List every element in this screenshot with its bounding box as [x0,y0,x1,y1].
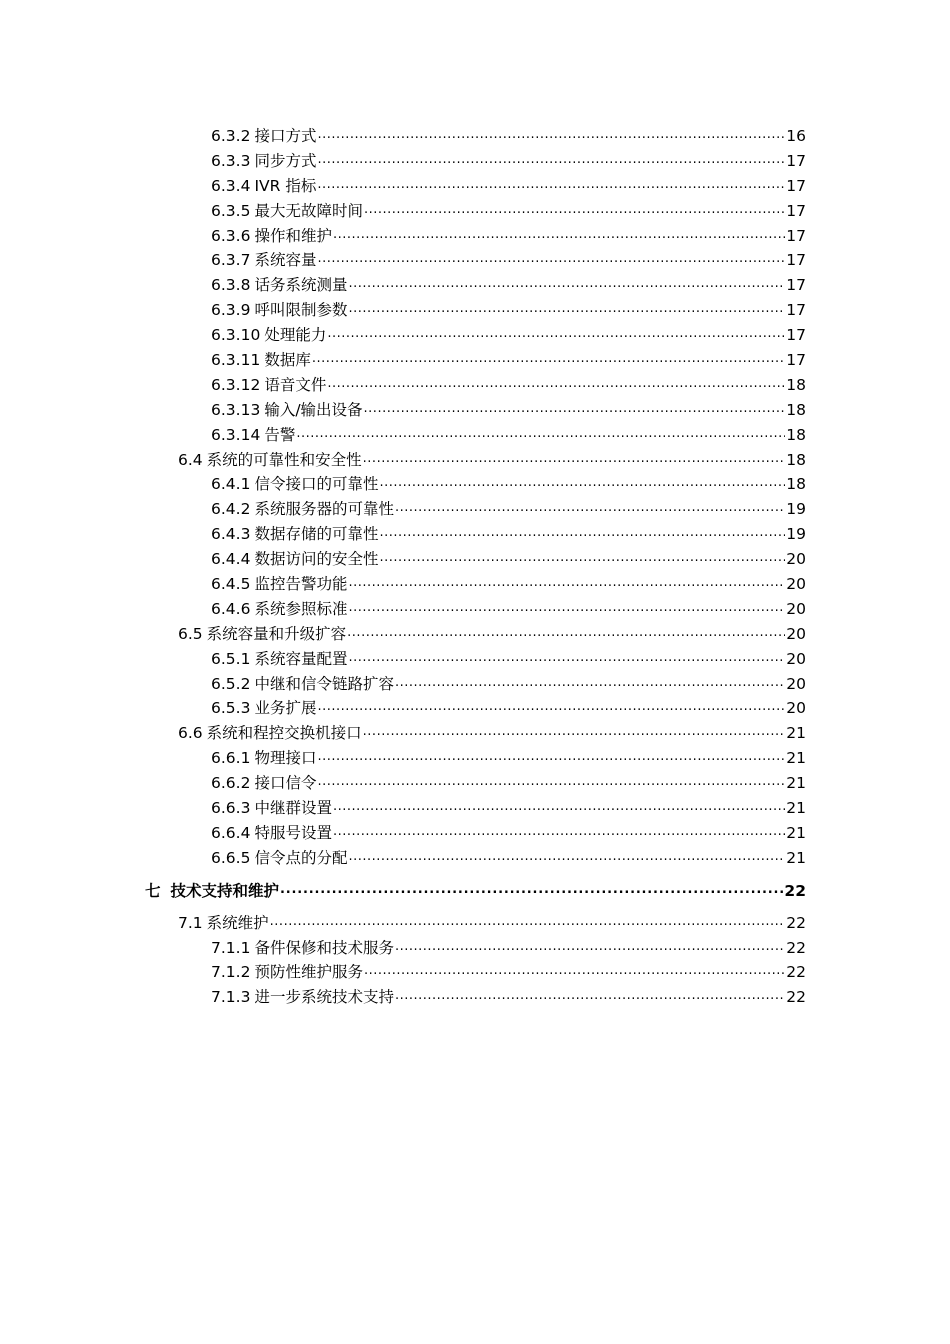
toc-entry-label [211,846,347,871]
toc-leader-dots [317,745,785,770]
toc-entry[interactable] [0,936,950,961]
toc-entry-number: 6.5 [178,624,203,643]
toc-entry[interactable] [0,348,950,373]
toc-leader-dots [317,173,785,198]
toc-entry-number: 6.4.6 [211,599,251,618]
toc-leader-dots [327,322,785,347]
toc-entry-number: 6.3.12 [211,375,261,394]
toc-entry-label [211,746,316,771]
toc-entry[interactable] [0,248,950,273]
toc-leader-dots [395,496,785,521]
toc-entry-label [211,522,378,547]
toc-page-number: 16 [786,126,806,145]
toc-entry-label [211,572,347,597]
toc-entry-label [211,199,363,224]
toc-entry-number: 7.1.2 [211,963,251,982]
toc-entry-number: 6.4.2 [211,500,251,519]
toc-entry[interactable] [0,771,950,796]
toc-entry-number: 七 [145,881,161,900]
toc-entry-title: 最大无故障时间 [254,201,363,220]
toc-page-number: 18 [786,425,806,444]
toc-entry-title: 系统容量和升级扩容 [206,624,347,643]
toc-entry-label [211,672,394,697]
toc-page-number: 17 [786,251,806,270]
toc-entry-label [211,273,347,298]
toc-entry-number: 6.4.4 [211,550,251,569]
toc-entry-title: 数据存储的可靠性 [254,525,379,544]
toc-entry[interactable] [0,846,950,871]
toc-leader-dots [363,447,786,472]
toc-entry[interactable] [0,124,950,149]
toc-leader-dots [348,845,785,870]
toc-entry[interactable] [0,547,950,572]
toc-entry-title: 业务扩展 [254,699,317,718]
toc-entry[interactable] [0,448,950,473]
toc-entry-label [211,597,347,622]
toc-entry[interactable] [0,373,950,398]
toc-entry-title: 物理接口 [254,749,317,768]
toc-page-number: 20 [786,674,806,693]
toc-entry-number: 6.3.7 [211,251,251,270]
toc-entry-title: 数据库 [264,351,311,369]
toc-leader-dots [333,795,785,820]
toc-entry-number: 6.3.11 [211,351,261,369]
toc-entry-title: 中继群设置 [254,799,332,818]
toc-entry[interactable] [0,796,950,821]
toc-entry-title: 接口信令 [254,774,317,793]
toc-entry-title: 处理能力 [264,326,327,345]
table-of-contents [0,124,950,1010]
toc-entry-label [211,124,316,149]
toc-entry-label [211,472,378,497]
toc-entry-number: 6.3.2 [211,126,251,145]
toc-entry-title: 语音文件 [264,375,327,394]
toc-entry-title: 系统参照标准 [254,599,348,618]
toc-page-number: 21 [786,848,806,867]
toc-entry-number: 6.4.1 [211,475,251,494]
toc-page-number: 17 [786,226,806,245]
toc-entry[interactable] [0,696,950,721]
toc-entry-label [211,423,295,448]
toc-page-number: 21 [786,774,806,793]
toc-entry-label [211,647,347,672]
toc-leader-dots [379,521,785,546]
toc-entry[interactable] [0,961,950,986]
toc-leader-dots [347,621,785,646]
toc-entry[interactable] [0,572,950,597]
toc-entry-title: 告警 [264,425,296,444]
toc-entry-label [211,771,316,796]
toc-entry-title: 系统的可靠性和安全性 [206,450,362,469]
toc-entry-number: 6.4.3 [211,525,251,544]
toc-entry-label [211,547,378,572]
toc-entry-number: 6.6.2 [211,774,251,793]
toc-entry[interactable] [0,721,950,746]
toc-entry[interactable] [0,647,950,672]
toc-chapter-entry[interactable] [0,873,950,909]
toc-page-number: 21 [786,823,806,842]
toc-entry-label [178,622,346,647]
toc-page-number: 17 [786,176,806,195]
toc-entry-label [211,348,311,373]
toc-leader-dots [333,223,785,248]
toc-entry-title: IVR 指标 [254,176,317,195]
toc-page-number: 22 [784,881,806,900]
toc-entry-title: 监控告警功能 [254,575,348,594]
toc-entry[interactable] [0,323,950,348]
toc-entry-title: 信令接口的可靠性 [254,475,379,494]
toc-page-number: 21 [786,724,806,743]
toc-leader-dots [348,272,785,297]
toc-page-number: 21 [786,799,806,818]
toc-leader-dots [395,935,785,960]
toc-entry-title: 同步方式 [254,151,317,170]
toc-entry[interactable] [0,522,950,547]
toc-entry-number: 7.1.3 [211,988,251,1007]
toc-entry-number: 6.3.14 [211,425,261,444]
toc-entry-title: 系统容量 [254,251,317,270]
toc-leader-dots [280,872,783,908]
toc-entry[interactable] [0,199,950,224]
toc-page-number: 20 [786,624,806,643]
toc-leader-dots [317,770,785,795]
toc-entry-label [211,248,316,273]
toc-page-number: 17 [786,326,806,345]
toc-leader-dots [348,646,785,671]
toc-page-number: 20 [786,699,806,718]
toc-leader-dots [317,247,785,272]
toc-entry-number: 7.1 [178,913,203,932]
toc-entry-label [211,224,332,249]
toc-entry-label [211,149,316,174]
toc-entry-number: 6.4.5 [211,575,251,594]
toc-page-number: 20 [786,649,806,668]
toc-entry-label [211,298,347,323]
toc-entry-number: 6.4 [178,450,203,469]
toc-page-number: 19 [786,525,806,544]
toc-page-number: 22 [786,938,806,957]
toc-entry-number: 6.6.5 [211,848,251,867]
toc-entry[interactable] [0,398,950,423]
toc-entry-number: 6.3.5 [211,201,251,220]
toc-entry[interactable] [0,622,950,647]
toc-leader-dots [317,148,785,173]
toc-entry-label [211,174,316,199]
toc-leader-dots [296,422,785,447]
toc-entry[interactable] [0,298,950,323]
toc-page-number: 17 [786,301,806,320]
toc-entry-number: 6.5.2 [211,674,251,693]
toc-leader-dots [379,546,785,571]
toc-entry[interactable] [0,911,950,936]
toc-entry-number: 6.3.13 [211,400,261,419]
toc-entry[interactable] [0,224,950,249]
toc-entry[interactable] [0,672,950,697]
toc-entry-label [178,448,362,473]
toc-page-number: 20 [786,575,806,594]
toc-page-number: 22 [786,913,806,932]
toc-entry[interactable] [0,821,950,846]
toc-entry[interactable] [0,423,950,448]
toc-entry-number: 6.5.1 [211,649,251,668]
toc-leader-dots [348,297,785,322]
toc-entry-title: 操作和维护 [254,226,332,245]
toc-entry-title: 预防性维护服务 [254,963,363,982]
toc-entry[interactable] [0,174,950,199]
toc-page-number: 21 [786,749,806,768]
toc-entry-label [211,821,332,846]
toc-page-number: 18 [786,450,806,469]
toc-entry-title: 呼叫限制参数 [254,301,348,320]
toc-leader-dots [317,123,785,148]
toc-entry[interactable] [0,497,950,522]
toc-entry-number: 6.3.9 [211,301,251,320]
toc-leader-dots [270,910,786,935]
toc-entry[interactable] [0,472,950,497]
toc-leader-dots [333,820,785,845]
toc-entry-number: 6.6.4 [211,823,251,842]
toc-entry-title: 系统服务器的可靠性 [254,500,394,519]
toc-entry-number: 6.6 [178,724,203,743]
toc-entry-title: 技术支持和维护 [170,881,280,900]
toc-page-number: 19 [786,500,806,519]
toc-entry-number: 6.3.10 [211,326,261,345]
toc-entry-number: 6.3.8 [211,276,251,295]
toc-entry-label [211,398,363,423]
toc-page-number: 17 [786,276,806,295]
toc-entry-label [211,696,316,721]
toc-entry-number: 6.3.6 [211,226,251,245]
toc-entry[interactable] [0,985,950,1010]
toc-page-number: 18 [786,375,806,394]
toc-leader-dots [364,198,785,223]
toc-leader-dots [363,720,786,745]
toc-leader-dots [327,372,785,397]
toc-leader-dots [395,671,785,696]
toc-entry[interactable] [0,746,950,771]
toc-entry-label [211,796,332,821]
toc-entry-label [178,721,362,746]
toc-entry-number: 6.3.4 [211,176,251,195]
toc-entry-label [211,960,363,985]
toc-entry-title: 信令点的分配 [254,848,348,867]
toc-leader-dots [312,347,785,372]
toc-page-number: 22 [786,988,806,1007]
toc-page-number: 20 [786,550,806,569]
toc-leader-dots [364,959,785,984]
toc-entry-title: 系统维护 [206,913,269,932]
toc-entry[interactable] [0,597,950,622]
toc-entry-label [211,985,394,1010]
toc-entry-title: 接口方式 [254,126,317,145]
toc-page-number: 20 [786,599,806,618]
toc-entry-label [145,873,279,909]
toc-leader-dots [348,596,785,621]
toc-entry[interactable] [0,149,950,174]
toc-entry-label [211,373,326,398]
toc-leader-dots [317,695,785,720]
toc-entry-number: 6.3.3 [211,151,251,170]
toc-entry-title: 数据访问的安全性 [254,550,379,569]
toc-entry-number: 6.6.3 [211,799,251,818]
toc-entry-label [211,936,394,961]
toc-entry-title: 系统容量配置 [254,649,348,668]
toc-entry-label [178,911,269,936]
toc-page-number: 18 [786,400,806,419]
toc-entry-title: 进一步系统技术支持 [254,988,394,1007]
toc-entry-title: 特服号设置 [254,823,332,842]
toc-entry[interactable] [0,273,950,298]
toc-entry-label [211,323,326,348]
toc-entry-number: 6.6.1 [211,749,251,768]
toc-entry-title: 备件保修和技术服务 [254,938,394,957]
toc-entry-number: 7.1.1 [211,938,251,957]
toc-page-number: 17 [786,151,806,170]
toc-leader-dots [395,984,785,1009]
toc-entry-title: 输入/输出设备 [264,400,363,419]
toc-page-number: 22 [786,963,806,982]
toc-leader-dots [364,397,786,422]
toc-leader-dots [348,571,785,596]
toc-page-number: 17 [786,351,806,369]
toc-entry-title: 中继和信令链路扩容 [254,674,394,693]
toc-page-number: 18 [786,475,806,494]
toc-leader-dots [379,471,785,496]
toc-entry-number: 6.5.3 [211,699,251,718]
toc-page-number: 17 [786,201,806,220]
toc-entry-label [211,497,394,522]
toc-entry-title: 系统和程控交换机接口 [206,724,362,743]
toc-entry-title: 话务系统测量 [254,276,348,295]
